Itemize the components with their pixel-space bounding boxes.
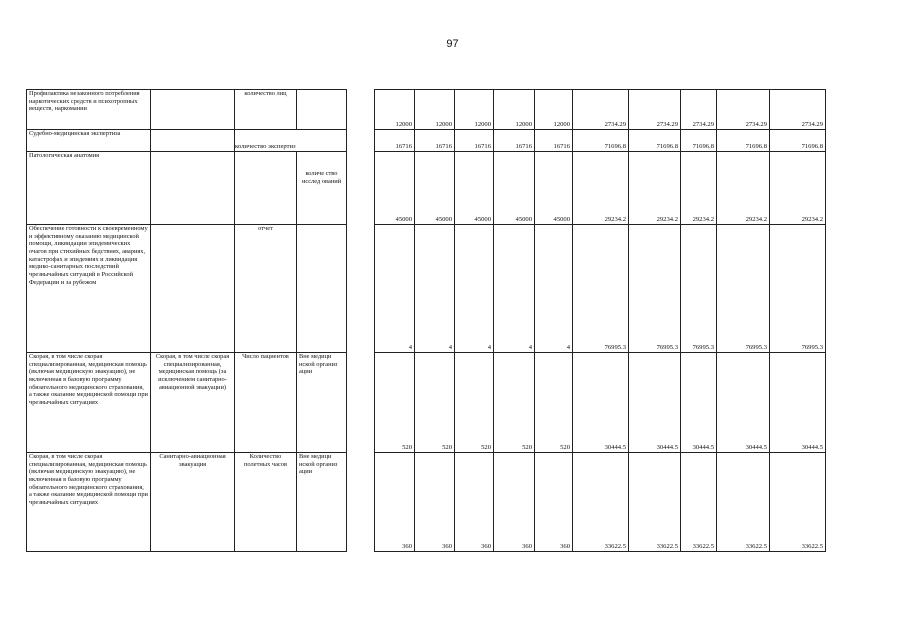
unit-of-measure: отчет bbox=[235, 225, 297, 353]
value-cell: 520 bbox=[375, 353, 415, 453]
table-row bbox=[27, 453, 826, 552]
service-subtype bbox=[151, 152, 235, 225]
value-cell: 12000 bbox=[415, 90, 455, 130]
value-cell: 360 bbox=[455, 453, 494, 552]
value-cell: 16716 bbox=[415, 130, 455, 152]
table-row bbox=[27, 225, 826, 353]
empty-cell bbox=[347, 225, 375, 353]
empty-cell bbox=[347, 453, 375, 552]
value-cell: 16716 bbox=[375, 130, 415, 152]
value-cell: 45000 bbox=[415, 152, 455, 225]
unit-of-measure: количество экспертиз bbox=[235, 130, 347, 152]
value-cell: 33622.5 bbox=[770, 453, 826, 552]
table-row bbox=[27, 130, 826, 152]
value-cell: 4 bbox=[535, 225, 573, 353]
table-row bbox=[27, 90, 826, 130]
value-cell: 71696.8 bbox=[770, 130, 826, 152]
service-condition: Вне медици нской организ ации bbox=[297, 353, 347, 453]
value-cell: 360 bbox=[415, 453, 455, 552]
table-row bbox=[27, 152, 826, 225]
value-cell: 12000 bbox=[455, 90, 494, 130]
unit-of-measure bbox=[235, 152, 297, 225]
value-cell: 45000 bbox=[375, 152, 415, 225]
value-cell: 30444.5 bbox=[629, 353, 681, 453]
service-subtype bbox=[151, 225, 235, 353]
value-cell: 71696.8 bbox=[681, 130, 717, 152]
service-condition: Вне медици нской организ ации bbox=[297, 453, 347, 552]
value-cell: 30444.5 bbox=[770, 353, 826, 453]
value-cell: 16716 bbox=[455, 130, 494, 152]
value-cell: 4 bbox=[375, 225, 415, 353]
value-cell: 4 bbox=[494, 225, 535, 353]
value-cell: 76995.3 bbox=[681, 225, 717, 353]
value-cell: 4 bbox=[455, 225, 494, 353]
value-cell: 29234.2 bbox=[629, 152, 681, 225]
page-number: 97 bbox=[446, 38, 459, 50]
unit-of-measure: количество лиц bbox=[235, 90, 297, 130]
service-subtype bbox=[151, 90, 235, 130]
value-cell: 33622.5 bbox=[717, 453, 770, 552]
service-subtype: Скорая, в том числе скорая специализированная, медицинская помощь (за исключением санитарно-авиационной эвакуации) bbox=[151, 353, 235, 453]
value-cell: 2734.29 bbox=[629, 90, 681, 130]
value-cell: 45000 bbox=[535, 152, 573, 225]
service-subtype: Санитарно-авиационная эвакуация bbox=[151, 453, 235, 552]
value-cell: 30444.5 bbox=[717, 353, 770, 453]
value-cell: 360 bbox=[535, 453, 573, 552]
empty-cell bbox=[347, 152, 375, 225]
value-cell: 360 bbox=[494, 453, 535, 552]
value-cell: 76995.3 bbox=[629, 225, 681, 353]
service-name: Судебно-медицинская экспертиза bbox=[27, 130, 151, 152]
service-name: Профилактика незаконного потребления наркотических средств и психотропных веществ, наркомании bbox=[27, 90, 151, 130]
value-cell: 33622.5 bbox=[681, 453, 717, 552]
value-cell: 29234.2 bbox=[717, 152, 770, 225]
value-cell: 2734.29 bbox=[573, 90, 629, 130]
value-cell: 71696.8 bbox=[717, 130, 770, 152]
service-name: Патологическая анатомия bbox=[27, 152, 151, 225]
service-condition: количе ство исслед ований bbox=[297, 152, 347, 225]
unit-of-measure: Число пациентов bbox=[235, 353, 297, 453]
value-cell: 520 bbox=[455, 353, 494, 453]
value-cell: 12000 bbox=[494, 90, 535, 130]
value-cell: 12000 bbox=[375, 90, 415, 130]
value-cell: 520 bbox=[494, 353, 535, 453]
value-cell: 29234.2 bbox=[681, 152, 717, 225]
value-cell: 71696.8 bbox=[573, 130, 629, 152]
value-cell: 2734.29 bbox=[770, 90, 826, 130]
value-cell: 76995.3 bbox=[573, 225, 629, 353]
empty-cell bbox=[347, 353, 375, 453]
value-cell: 76995.3 bbox=[717, 225, 770, 353]
value-cell: 4 bbox=[415, 225, 455, 353]
value-cell: 33622.5 bbox=[629, 453, 681, 552]
service-name: Обеспечение готовности к своевременному и эффективному оказанию медицинской помощи, ликвидации эпидемических очагов при стихийных бедствиях, авариях, катастрофах и эпидемиях и ликвидация медико-санитарных последствий чрезвычайных ситуаций в Российской Федерации и за рубежом bbox=[27, 225, 151, 353]
value-cell: 2734.29 bbox=[681, 90, 717, 130]
value-cell: 29234.2 bbox=[770, 152, 826, 225]
value-cell: 30444.5 bbox=[573, 353, 629, 453]
value-cell: 16716 bbox=[494, 130, 535, 152]
value-cell: 2734.29 bbox=[717, 90, 770, 130]
services-table bbox=[26, 89, 826, 552]
value-cell: 360 bbox=[375, 453, 415, 552]
value-cell: 520 bbox=[415, 353, 455, 453]
value-cell: 45000 bbox=[455, 152, 494, 225]
service-name: Скорая, в том числе скорая специализированная, медицинская помощь (включая медицинскую эвакуацию), не включенная в базовую программу обязательного медицинского страхования, а также оказание медицинской помощи при чрезвычайных ситуациях bbox=[27, 453, 151, 552]
service-name: Скорая, в том числе скорая специализированная, медицинская помощь (включая медицинскую эвакуацию), не включенная в базовую программу обязательного медицинского страхования, а также оказание медицинской помощи при чрезвычайных ситуациях bbox=[27, 353, 151, 453]
empty-cell bbox=[347, 130, 375, 152]
value-cell: 29234.2 bbox=[573, 152, 629, 225]
value-cell: 71696.8 bbox=[629, 130, 681, 152]
value-cell: 16716 bbox=[535, 130, 573, 152]
value-cell: 76995.3 bbox=[770, 225, 826, 353]
service-condition bbox=[297, 90, 347, 130]
value-cell: 33622.5 bbox=[573, 453, 629, 552]
value-cell: 30444.5 bbox=[681, 353, 717, 453]
service-condition bbox=[297, 225, 347, 353]
value-cell: 45000 bbox=[494, 152, 535, 225]
service-subtype bbox=[151, 130, 235, 152]
empty-cell bbox=[347, 90, 375, 130]
value-cell: 12000 bbox=[535, 90, 573, 130]
table-row bbox=[27, 353, 826, 453]
value-cell: 520 bbox=[535, 353, 573, 453]
unit-of-measure: Количество полетных часов bbox=[235, 453, 297, 552]
